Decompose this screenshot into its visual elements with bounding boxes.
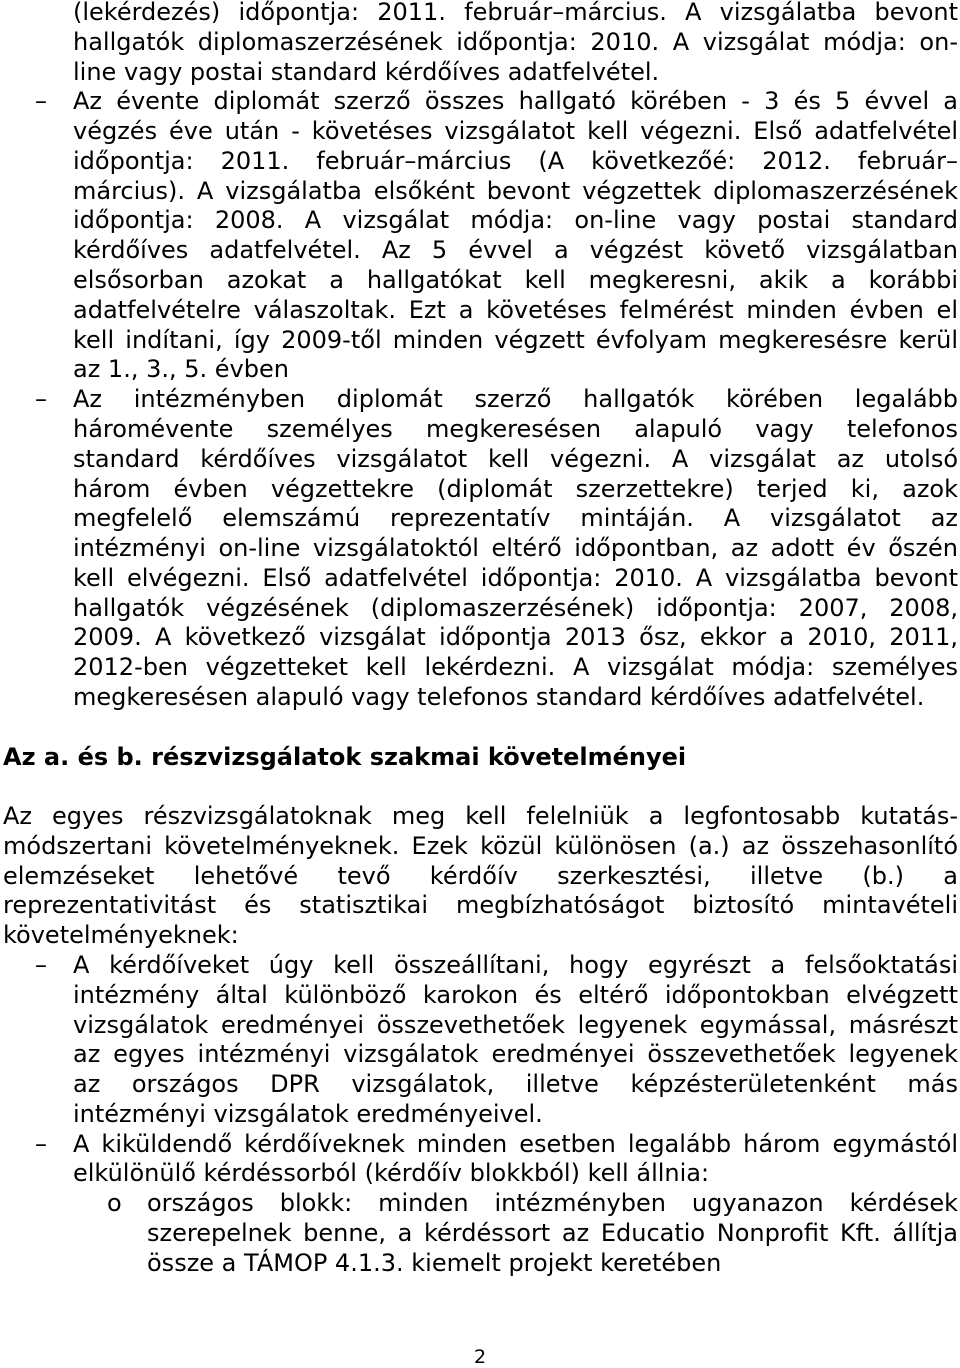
text-line: intézmény által különböző karokon és eltérő időpontokban elvégzett [73, 980, 958, 1009]
text-line: három évben végzettekre (diplomát szerzettekre) terjed ki, azok [73, 474, 958, 503]
text-line: időpontja: 2011. február–március (A következőé: 2012. február– [73, 146, 958, 175]
sub-list-item [73, 1189, 958, 1278]
text-line: 2012-ben végzetteket kell lekérdezni. A vizsgálat módja: személyes [73, 653, 958, 682]
text-line: A kiküldendő kérdőíveknek minden esetben legalább három egymástól [73, 1129, 958, 1158]
text-line: (lekérdezés) időpontja: 2011. február–március. A vizsgálatba bevont [73, 0, 958, 26]
text-line: kell elvégezni. Első adatfelvétel időpontja: 2010. A vizsgálatba bevont [73, 563, 958, 592]
intro-continuation [3, 0, 958, 87]
text-line: szerepelnek benne, a kérdéssort az Educatio Nonprofit Kft. állítja [147, 1219, 958, 1248]
text-line: időpontja: 2008. A vizsgálat módja: on-line vagy postai standard [73, 206, 958, 235]
text-line: Az egyes részvizsgálatoknak meg kell felelniük a legfontosabb kutatás- [3, 802, 958, 831]
text-line: követelményeknek: [3, 921, 239, 950]
text-line: elemzéseket lehetővé tevő kérdőív szerkesztési, illetve (b.) a [3, 861, 958, 890]
text-line: az országos DPR vizsgálatok, illetve képzésterületenként más [73, 1070, 958, 1099]
text-line: 2009. A következő vizsgálat időpontja 2013 ősz, ekkor a 2010, 2011, [73, 623, 958, 652]
text-line: kérdőíves adatfelvétel. Az 5 évvel a végzést követő vizsgálatban [73, 236, 958, 265]
text-line: A kérdőíveket úgy kell összeállítani, hogy egyrészt a felsőoktatási [73, 951, 958, 979]
list-item [3, 87, 958, 385]
text-line: módszertani követelményeknek. Ezek közül különösen (a.) az összehasonlító [3, 831, 958, 860]
dash-bullet: – [35, 87, 47, 116]
text-line: Az intézményben diplomát szerző hallgatók körében legalább [73, 385, 958, 414]
text-line: hallgatók végzésének (diplomaszerzésének) időpontja: 2007, 2008, [73, 593, 958, 622]
text-line: március). A vizsgálatba elsőként bevont végzettek diplomaszerzésének [73, 176, 958, 205]
spacer [3, 713, 958, 743]
text-line: végzés éve után - követéses vizsgálatot kell végezni. Első adatfelvétel [73, 117, 958, 146]
text-line: megkeresésen alapuló vagy telefonos standard kérdőíves adatfelvétel. [73, 682, 925, 711]
list-item [3, 385, 958, 713]
text-line: össze a TÁMOP 4.1.3. kiemelt projekt keretében [147, 1248, 722, 1277]
text-line: intézményi on-line vizsgálatoktól eltérő időpontban, az adott év őszén [73, 534, 958, 563]
dash-bullet: – [35, 1129, 47, 1158]
text-line: intézményi vizsgálatok eredményeivel. [73, 1099, 543, 1128]
text-line: az 1., 3., 5. évben [73, 355, 289, 384]
dash-bullet: – [35, 951, 47, 979]
text-line: reprezentativitást és statisztikai megbízhatóságot biztosító mintavételi [3, 891, 958, 920]
list-item [3, 951, 958, 1130]
text-line: megfelelő elemszámú reprezentatív mintáján. A vizsgálatot az [73, 504, 958, 533]
text-line: Az évente diplomát szerző összes hallgató körében - 3 és 5 évvel a [73, 87, 958, 116]
text-line: kell indítani, így 2009-től minden végzett évfolyam megkeresésre kerül [73, 325, 958, 354]
text-line: line vagy postai standard kérdőíves adatfelvétel. [73, 57, 660, 86]
section-heading: Az a. és b. részvizsgálatok szakmai követelményei [3, 742, 687, 771]
text-line: háromévente személyes megkeresésen alapuló vagy telefonos [73, 414, 958, 443]
spacer [3, 772, 958, 802]
document-page [3, 0, 958, 1279]
text-line: elsősorban azokat a hallgatókat kell megkeresni, akik a korábbi [73, 266, 958, 295]
text-line: országos blokk: minden intézményben ugyanazon kérdések [147, 1189, 958, 1218]
text-line: elkülönülő kérdéssorból (kérdőív blokkból) kell állnia: [73, 1159, 710, 1188]
text-line: hallgatók diplomaszerzésének időpontja: 2010. A vizsgálat módja: on- [73, 27, 958, 56]
text-line: vizsgálatok eredményei összevethetőek legyenek egymással, másrészt [73, 1010, 958, 1039]
circle-bullet: o [107, 1189, 122, 1218]
text-line: az egyes intézményi vizsgálatok eredményei összevethetőek legyenek [73, 1040, 958, 1069]
dash-bullet: – [35, 385, 47, 414]
paragraph [3, 802, 958, 951]
text-line: standard kérdőíves vizsgálatot kell végezni. A vizsgálat az utolsó [73, 444, 958, 473]
text-line: adatfelvételre válaszoltak. Ezt a követéses felmérést minden évben el [73, 295, 958, 324]
page-number: 2 [473, 1346, 487, 1368]
list-item [3, 1130, 958, 1279]
